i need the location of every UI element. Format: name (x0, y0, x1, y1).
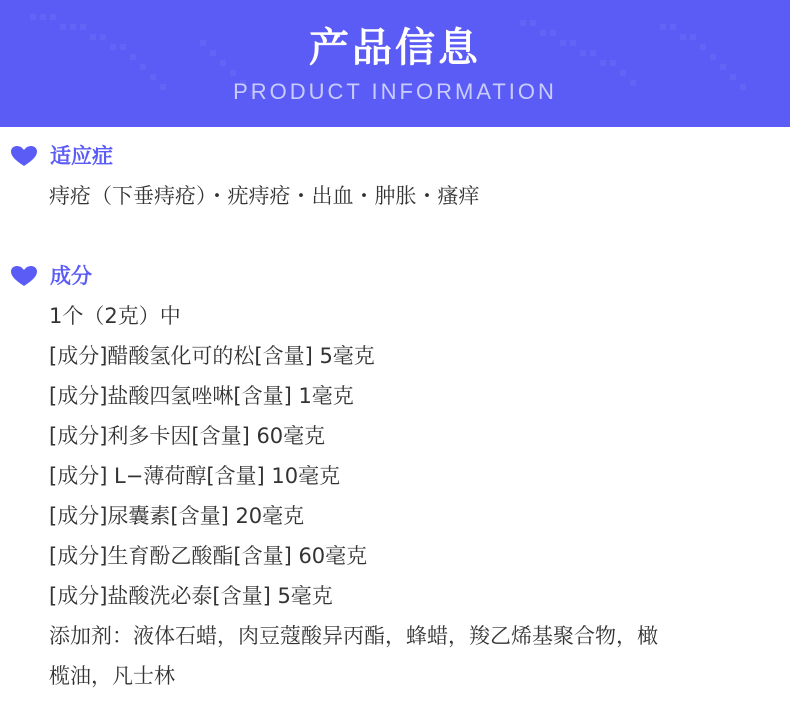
header-banner (0, 0, 790, 127)
ingredient-line: [成分] L−薄荷醇[含量] 10毫克 (49, 464, 341, 488)
ingredient-line: [成分]利多卡因[含量] 60毫克 (49, 424, 326, 448)
ingredient-line: [成分]盐酸洗必泰[含量] 5毫克 (49, 584, 333, 608)
ingredient-line: [成分]尿囊素[含量] 20毫克 (49, 504, 305, 528)
ingredient-line: [成分]醋酸氢化可的松[含量] 5毫克 (49, 344, 375, 368)
ingredient-line: 1个（2克）中 (49, 304, 181, 328)
ingredient-line: [成分]盐酸四氢唑啉[含量] 1毫克 (49, 384, 354, 408)
page-title: 产品信息 (309, 25, 481, 71)
heart-icon (10, 265, 38, 287)
ingredient-line: [成分]生育酚乙酸酯[含量] 60毫克 (49, 544, 368, 568)
ingredients-header (10, 262, 92, 290)
heart-icon (10, 145, 38, 167)
ingredients-title: 成分 (50, 264, 92, 288)
additives-line: 添加剂：液体石蜡，肉豆蔻酸异丙酯，蜂蜡，羧乙烯基聚合物，橄 (49, 624, 658, 648)
indications-header (10, 142, 113, 170)
additives-line: 榄油，凡士林 (49, 664, 175, 688)
page-subtitle: PRODUCT INFORMATION (233, 79, 557, 104)
indications-title: 适应症 (50, 144, 113, 168)
indications-text: 痔疮（下垂痔疮）・疣痔疮・出血・肿胀・瘙痒 (49, 184, 480, 208)
